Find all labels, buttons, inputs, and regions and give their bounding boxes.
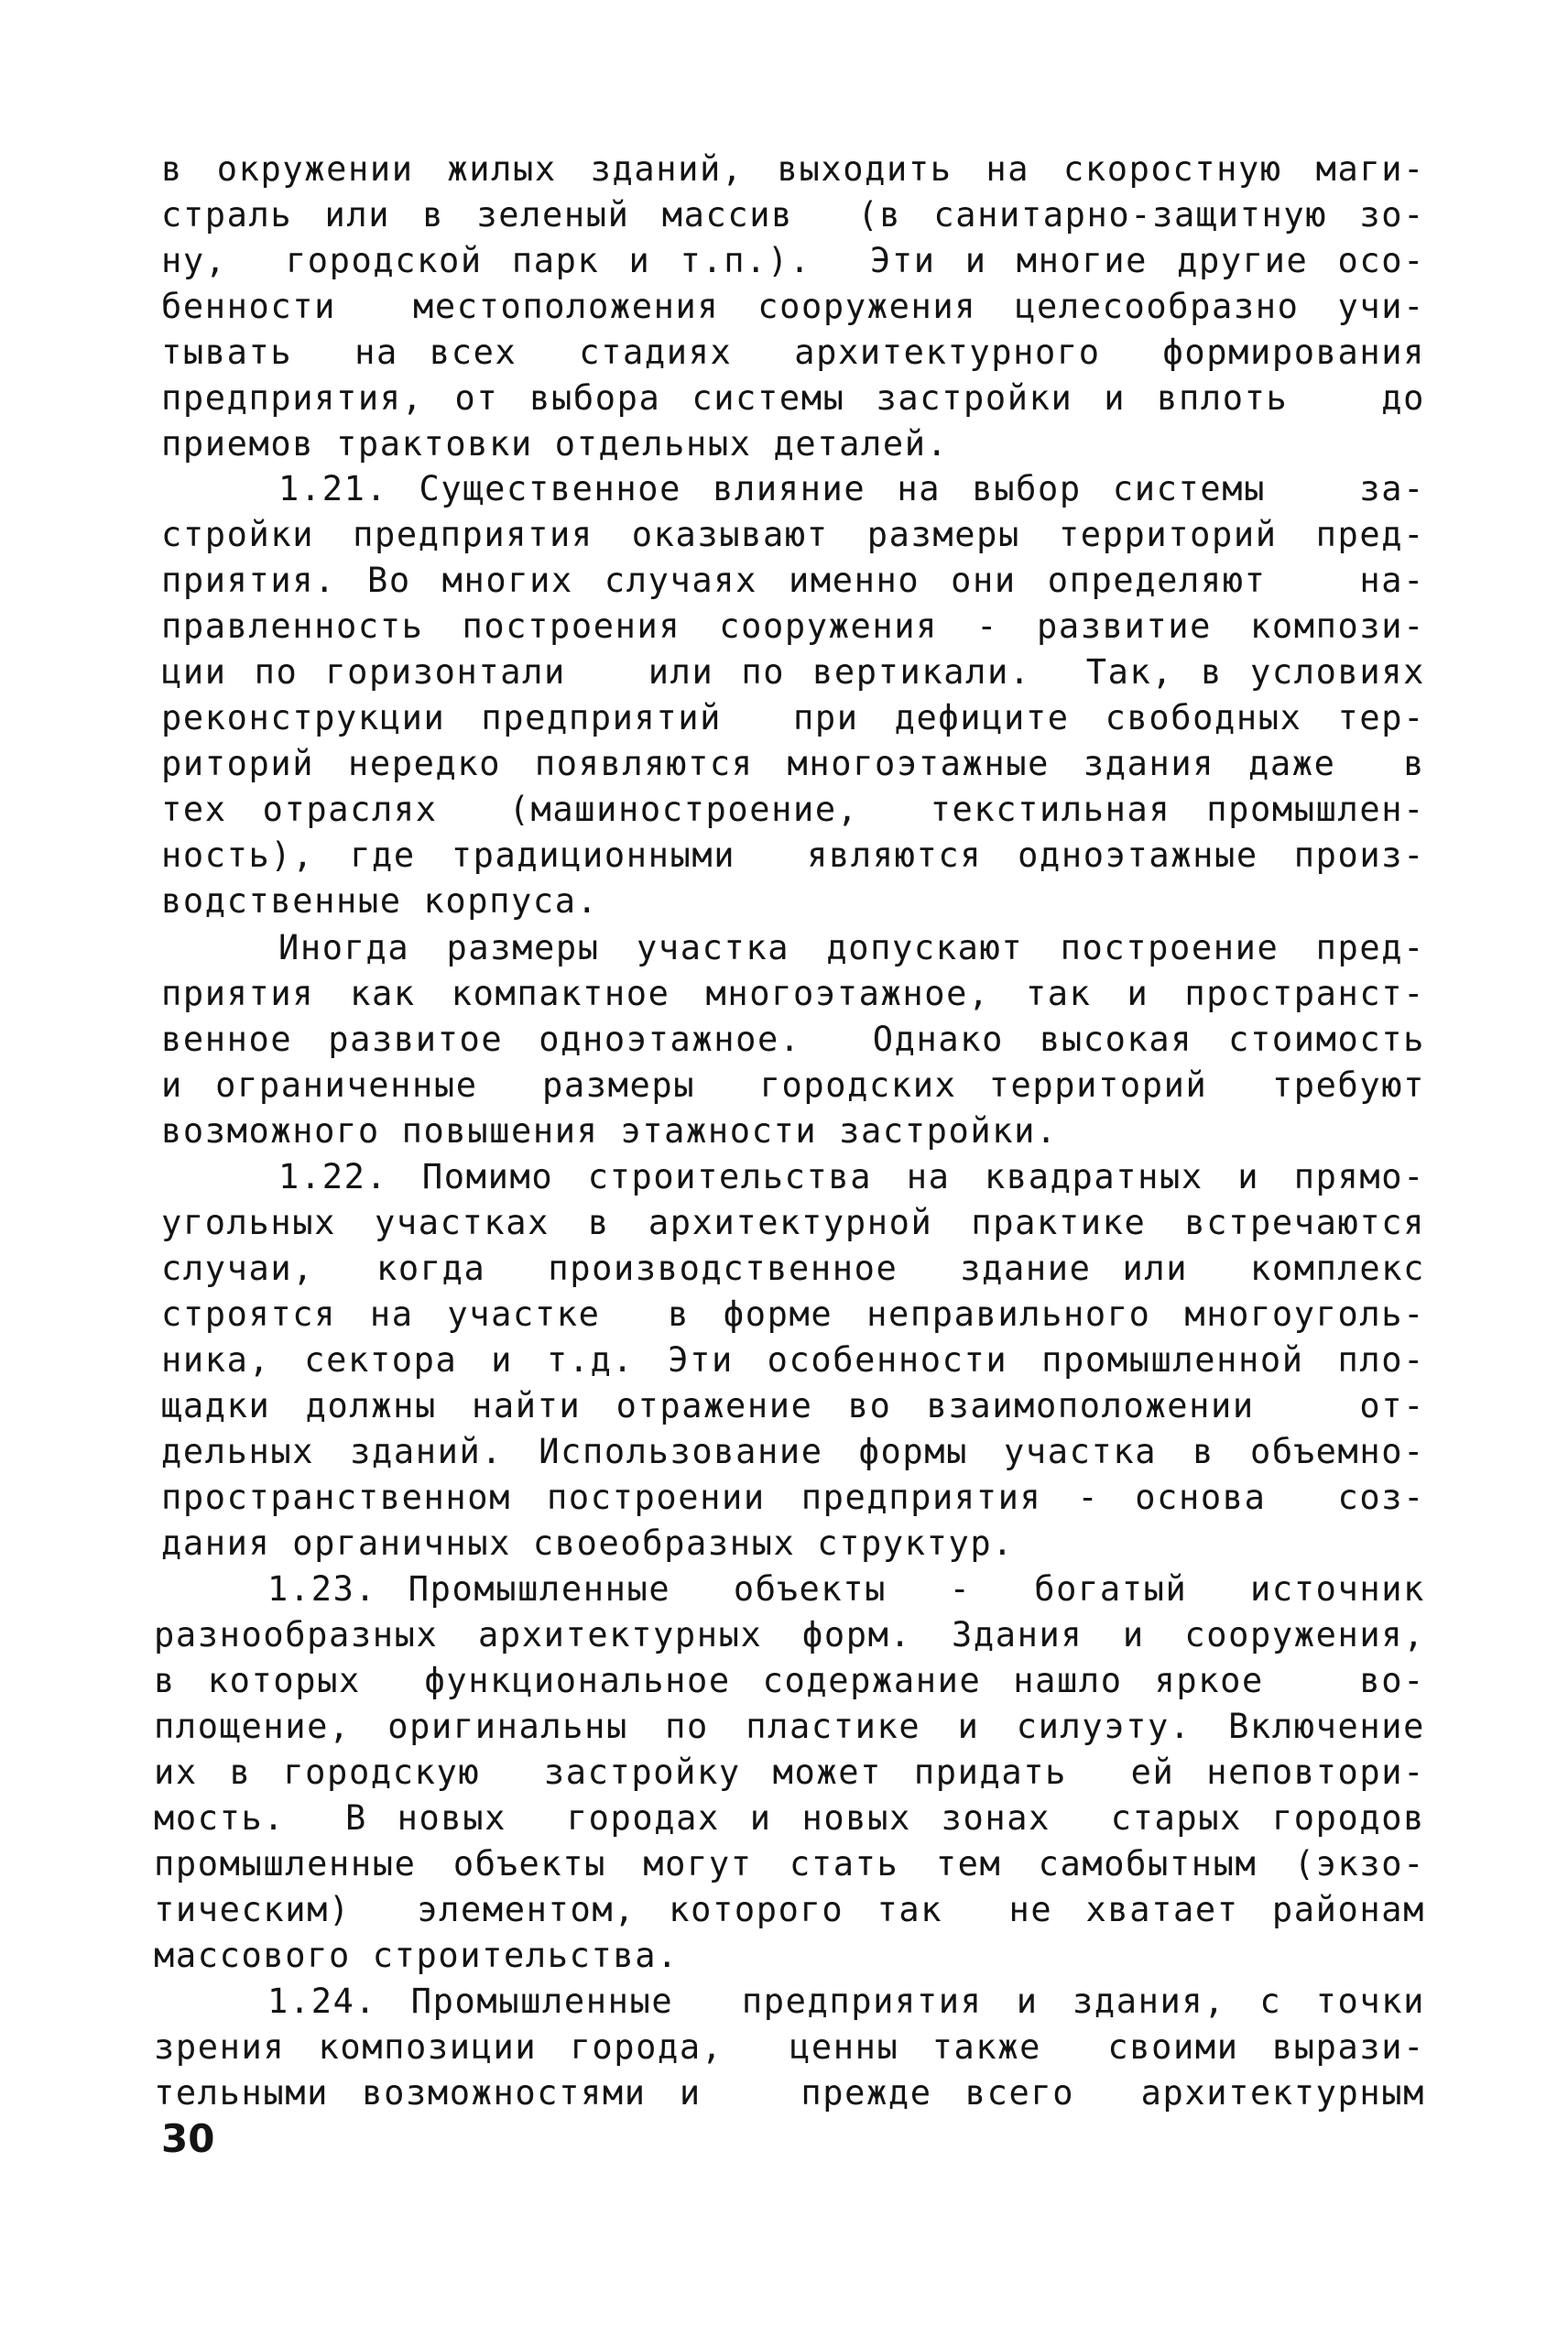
text-line: массового строительства. xyxy=(154,1936,680,1975)
text-line: бенности местоположения сооружения целесообразно учи- xyxy=(161,287,1425,326)
text-line: разнообразных архитектурных форм. Здания и сооружения, xyxy=(154,1615,1425,1654)
text-line: реконструкции предприятий при дефиците свободных тер- xyxy=(161,698,1425,737)
text-line: промышленные объекты могут стать тем самобытным (экзо- xyxy=(154,1844,1425,1884)
text-line: страль или в зеленый массив (в санитарно-защитную зо- xyxy=(161,195,1425,235)
paragraph-inogda-first-line: Иногда размеры участка допускают построение пред- xyxy=(278,928,1425,967)
text-line: ции по горизонтали или по вертикали. Так, в условиях xyxy=(161,652,1425,692)
text-line: риторий нередко появляются многоэтажные здания даже в xyxy=(161,744,1425,783)
text-line: тическим) элементом, которого так не хватает районам xyxy=(154,1890,1425,1929)
text-line: стройки предприятия оказывают размеры территорий пред- xyxy=(161,515,1425,554)
text-line: дельных зданий. Использование формы участка в объемно- xyxy=(161,1432,1425,1471)
text-line: площение, оригинальны по пластике и силуэту. Включение xyxy=(154,1707,1425,1746)
text-line: приятия как компактное многоэтажное, так и пространст- xyxy=(161,974,1425,1013)
text-line: пространственном построении предприятия - основа соз- xyxy=(161,1478,1425,1517)
text-line: дания органичных своеобразных структур. xyxy=(161,1523,1015,1563)
text-line: ника, сектора и т.д. Эти особенности промышленной пло- xyxy=(161,1340,1425,1380)
text-line: водственные корпуса. xyxy=(161,881,599,921)
text-line: венное развитое одноэтажное. Однако высокая стоимость xyxy=(161,1020,1425,1059)
text-line: тельными возможностями и прежде всего архитектурным xyxy=(154,2073,1425,2113)
text-line: мость. В новых городах и новых зонах старых городов xyxy=(154,1798,1425,1838)
paragraph-1-21-first-line: 1.21. Существенное влияние на выбор системы за- xyxy=(278,469,1425,508)
text-line: и ограниченные размеры городских территорий требуют xyxy=(161,1065,1425,1105)
text-line: ность), где традиционными являются одноэтажные произ- xyxy=(161,835,1425,875)
text-line: тывать на всех стадиях архитектурного формирования xyxy=(161,333,1425,372)
paragraph-1-22-first-line: 1.22. Помимо строительства на квадратных и прямо- xyxy=(278,1157,1425,1196)
text-line: ну, городской парк и т.п.). Эти и многие другие осо- xyxy=(161,241,1425,280)
text-line: правленность построения сооружения - развитие компози- xyxy=(161,606,1425,646)
paragraph-1-23-first-line: 1.23. Промышленные объекты - богатый источник xyxy=(267,1569,1425,1609)
text-line: в которых функциональное содержание нашло яркое во- xyxy=(154,1661,1425,1700)
text-line: приемов трактовки отдельных деталей. xyxy=(161,424,949,464)
text-line: случаи, когда производственное здание или комплекс xyxy=(161,1249,1425,1288)
paragraph-1-24-first-line: 1.24. Промышленные предприятия и здания, с точки xyxy=(267,1982,1425,2021)
text-line: возможного повышения этажности застройки. xyxy=(161,1111,1058,1151)
text-line: угольных участках в архитектурной практике встречаются xyxy=(161,1203,1425,1242)
text-line: зрения композиции города, ценны также своими вырази- xyxy=(154,2027,1425,2067)
text-line: тех отраслях (машиностроение, текстильная промышлен- xyxy=(161,790,1425,829)
text-line: приятия. Во многих случаях именно они определяют на- xyxy=(161,561,1425,600)
text-line: предприятия, от выбора системы застройки и вплоть до xyxy=(161,378,1425,418)
text-line: щадки должны найти отражение во взаимоположении от- xyxy=(161,1386,1425,1425)
text-line: в окружении жилых зданий, выходить на скоростную маги- xyxy=(161,149,1425,189)
text-line: их в городскую застройку может придать ей неповтори- xyxy=(154,1753,1425,1792)
page-number: 30 xyxy=(161,2116,215,2161)
text-line: строятся на участке в форме неправильного многоуголь- xyxy=(161,1294,1425,1334)
